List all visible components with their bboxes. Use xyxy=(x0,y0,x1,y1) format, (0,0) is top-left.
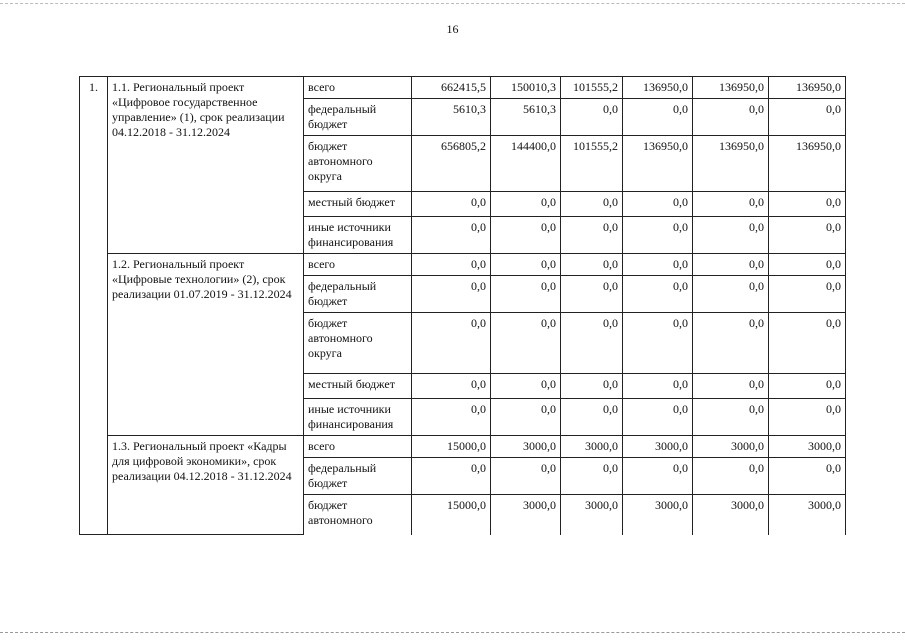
amount-cell: 3000,0 xyxy=(769,436,846,458)
funding-source-cell: всего xyxy=(304,77,412,99)
amount-cell: 0,0 xyxy=(693,254,769,276)
funding-source-cell: иные источники финансирования xyxy=(304,217,412,254)
amount-cell: 0,0 xyxy=(412,313,491,374)
page-number: 16 xyxy=(446,22,459,36)
funding-source-cell: местный бюджет xyxy=(304,374,412,399)
amount-cell: 0,0 xyxy=(623,399,693,436)
amount-cell: 0,0 xyxy=(623,276,693,313)
amount-cell: 3000,0 xyxy=(491,436,561,458)
amount-cell: 0,0 xyxy=(561,374,623,399)
scan-edge-bottom xyxy=(0,632,905,634)
amount-cell: 0,0 xyxy=(412,276,491,313)
amount-cell: 0,0 xyxy=(769,399,846,436)
amount-cell: 3000,0 xyxy=(561,436,623,458)
funding-source-cell: федеральный бюджет xyxy=(304,458,412,495)
amount-cell: 0,0 xyxy=(412,217,491,254)
funding-source-cell: федеральный бюджет xyxy=(304,99,412,136)
amount-cell: 0,0 xyxy=(769,313,846,374)
table-body xyxy=(80,77,846,535)
funding-source-cell: всего xyxy=(304,254,412,276)
funding-source-cell: федеральный бюджет xyxy=(304,276,412,313)
funding-source-cell: бюджет автономного округа xyxy=(304,136,412,192)
amount-cell: 136950,0 xyxy=(693,136,769,192)
amount-cell: 0,0 xyxy=(491,217,561,254)
amount-cell: 136950,0 xyxy=(769,136,846,192)
amount-cell: 0,0 xyxy=(491,254,561,276)
amount-cell: 0,0 xyxy=(491,399,561,436)
amount-cell: 0,0 xyxy=(412,399,491,436)
amount-cell: 3000,0 xyxy=(561,495,623,535)
amount-cell: 0,0 xyxy=(769,254,846,276)
amount-cell: 0,0 xyxy=(693,458,769,495)
amount-cell: 656805,2 xyxy=(412,136,491,192)
amount-cell: 0,0 xyxy=(561,399,623,436)
amount-cell: 0,0 xyxy=(412,254,491,276)
amount-cell: 101555,2 xyxy=(561,136,623,192)
amount-cell: 0,0 xyxy=(491,458,561,495)
budget-table xyxy=(79,76,846,535)
amount-cell: 0,0 xyxy=(623,313,693,374)
project-title-cell: 1.3. Региональный проект «Кадры для цифровой экономики», срок реализации 04.12.2018 - 31.12.2024 xyxy=(108,436,304,535)
project-title-cell: 1.1. Региональный проект «Цифровое государственное управление» (1), срок реализации 04.12.2018 - 31.12.2024 xyxy=(108,77,304,254)
amount-cell: 3000,0 xyxy=(693,495,769,535)
amount-cell: 0,0 xyxy=(693,374,769,399)
amount-cell: 0,0 xyxy=(491,313,561,374)
amount-cell: 0,0 xyxy=(623,374,693,399)
amount-cell: 0,0 xyxy=(693,217,769,254)
amount-cell: 662415,5 xyxy=(412,77,491,99)
amount-cell: 0,0 xyxy=(561,276,623,313)
amount-cell: 0,0 xyxy=(412,458,491,495)
amount-cell: 101555,2 xyxy=(561,77,623,99)
amount-cell: 0,0 xyxy=(623,217,693,254)
amount-cell: 136950,0 xyxy=(623,136,693,192)
amount-cell: 3000,0 xyxy=(623,436,693,458)
amount-cell: 3000,0 xyxy=(491,495,561,535)
amount-cell: 0,0 xyxy=(561,99,623,136)
amount-cell: 0,0 xyxy=(561,458,623,495)
amount-cell: 136950,0 xyxy=(623,77,693,99)
row-number-cell: 1. xyxy=(80,77,108,535)
amount-cell: 144400,0 xyxy=(491,136,561,192)
amount-cell: 0,0 xyxy=(769,374,846,399)
amount-cell: 0,0 xyxy=(769,458,846,495)
amount-cell: 0,0 xyxy=(623,192,693,217)
funding-source-cell: всего xyxy=(304,436,412,458)
table-row xyxy=(80,77,846,99)
amount-cell: 0,0 xyxy=(491,276,561,313)
funding-source-cell: бюджет автономного округа xyxy=(304,313,412,374)
amount-cell: 15000,0 xyxy=(412,436,491,458)
scan-edge-top xyxy=(0,3,905,5)
funding-source-cell: местный бюджет xyxy=(304,192,412,217)
amount-cell: 15000,0 xyxy=(412,495,491,535)
amount-cell: 5610,3 xyxy=(491,99,561,136)
amount-cell: 136950,0 xyxy=(693,77,769,99)
amount-cell: 0,0 xyxy=(693,276,769,313)
amount-cell: 0,0 xyxy=(769,276,846,313)
project-title-cell: 1.2. Региональный проект «Цифровые технологии» (2), срок реализации 01.07.2019 - 31.12.2024 xyxy=(108,254,304,436)
amount-cell: 0,0 xyxy=(561,192,623,217)
amount-cell: 0,0 xyxy=(693,99,769,136)
amount-cell: 0,0 xyxy=(561,254,623,276)
table-row xyxy=(80,436,846,458)
amount-cell: 0,0 xyxy=(491,192,561,217)
amount-cell: 0,0 xyxy=(623,458,693,495)
amount-cell: 0,0 xyxy=(412,192,491,217)
amount-cell: 0,0 xyxy=(561,217,623,254)
amount-cell: 0,0 xyxy=(561,313,623,374)
amount-cell: 0,0 xyxy=(769,217,846,254)
amount-cell: 3000,0 xyxy=(623,495,693,535)
funding-source-cell: бюджет автономного xyxy=(304,495,412,535)
amount-cell: 0,0 xyxy=(693,399,769,436)
amount-cell: 0,0 xyxy=(769,192,846,217)
amount-cell: 0,0 xyxy=(693,313,769,374)
amount-cell: 0,0 xyxy=(769,99,846,136)
amount-cell: 0,0 xyxy=(412,374,491,399)
table-row xyxy=(80,254,846,276)
amount-cell: 0,0 xyxy=(693,192,769,217)
amount-cell: 3000,0 xyxy=(693,436,769,458)
amount-cell: 136950,0 xyxy=(769,77,846,99)
amount-cell: 150010,3 xyxy=(491,77,561,99)
funding-source-cell: иные источники финансирования xyxy=(304,399,412,436)
amount-cell: 5610,3 xyxy=(412,99,491,136)
amount-cell: 0,0 xyxy=(623,99,693,136)
amount-cell: 3000,0 xyxy=(769,495,846,535)
amount-cell: 0,0 xyxy=(491,374,561,399)
amount-cell: 0,0 xyxy=(623,254,693,276)
